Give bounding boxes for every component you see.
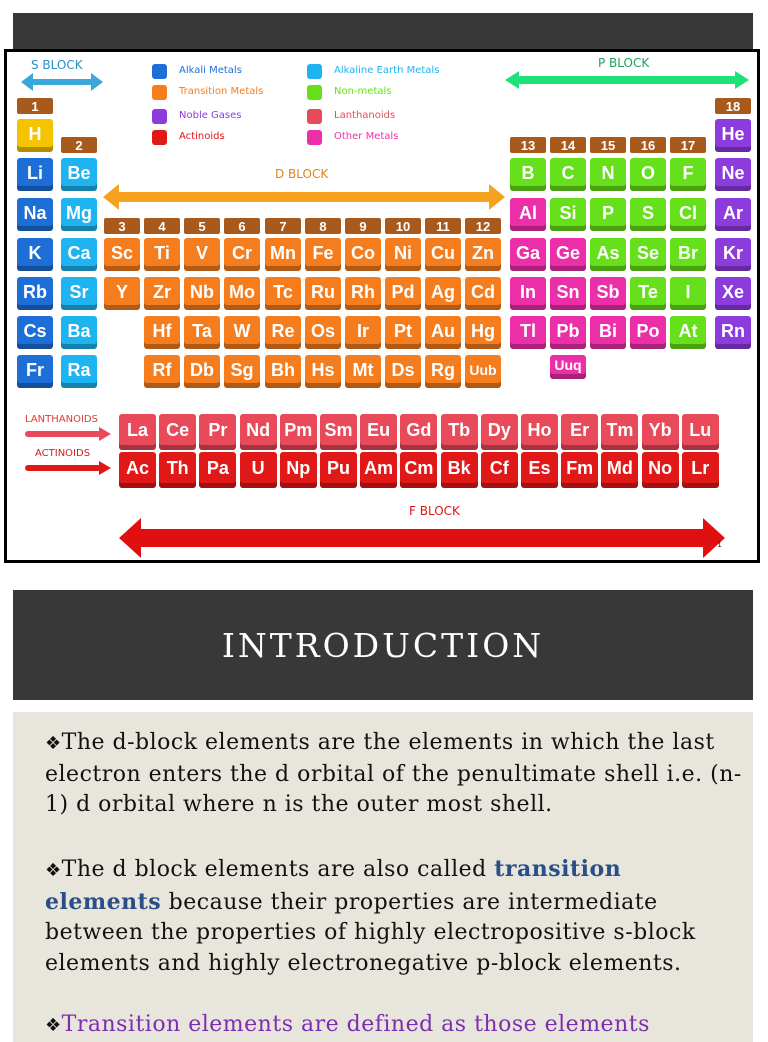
element-ac: Ac bbox=[119, 452, 156, 488]
bullet-1 bbox=[45, 728, 745, 821]
element-w: W bbox=[224, 316, 260, 349]
element-rb: Rb bbox=[17, 277, 53, 310]
element-te: Te bbox=[630, 277, 666, 310]
element-pu: Pu bbox=[320, 452, 357, 488]
legend-swatch bbox=[152, 130, 167, 145]
element-hg: Hg bbox=[465, 316, 501, 349]
bullet-2 bbox=[45, 854, 745, 979]
element-ca: Ca bbox=[61, 238, 97, 271]
legend-swatch bbox=[307, 130, 322, 145]
group-number-17: 17 bbox=[670, 137, 706, 153]
group-number-15: 15 bbox=[590, 137, 626, 153]
element-ra: Ra bbox=[61, 355, 97, 388]
bullet-text-pre: The d block elements are also called bbox=[61, 857, 495, 882]
legend-label: Lanthanoids bbox=[334, 110, 396, 121]
legend-swatch bbox=[307, 85, 322, 100]
highlight-term: transition elements bbox=[45, 856, 622, 915]
element-ti: Ti bbox=[144, 238, 180, 271]
group-number-9: 9 bbox=[345, 218, 381, 234]
element-ds: Ds bbox=[385, 355, 421, 388]
element-ga: Ga bbox=[510, 238, 546, 271]
group-number-6: 6 bbox=[224, 218, 260, 234]
element-nd: Nd bbox=[240, 414, 277, 450]
section-title: INTRODUCTION bbox=[221, 625, 545, 665]
element-rf: Rf bbox=[144, 355, 180, 388]
element-rg: Rg bbox=[425, 355, 461, 388]
bullet-3 bbox=[45, 1010, 745, 1042]
element-pr: Pr bbox=[199, 414, 236, 450]
legend-swatch bbox=[307, 109, 322, 124]
d-block-label: D BLOCK bbox=[275, 167, 329, 181]
group-number-3: 3 bbox=[104, 218, 140, 234]
element-pt: Pt bbox=[385, 316, 421, 349]
element-be: Be bbox=[61, 158, 97, 191]
element-db: Db bbox=[184, 355, 220, 388]
element-mg: Mg bbox=[61, 198, 97, 231]
bullet-text-post: because their properties are intermediate between the properties of highly electropositive s-block elements and highly electronegative p-block elements. bbox=[45, 889, 696, 976]
element-sc: Sc bbox=[104, 238, 140, 271]
group-number-8: 8 bbox=[305, 218, 341, 234]
legend-label: Actinoids bbox=[179, 131, 225, 142]
element-at: At bbox=[670, 316, 706, 349]
element-re: Re bbox=[265, 316, 301, 349]
element-zr: Zr bbox=[144, 277, 180, 310]
element-os: Os bbox=[305, 316, 341, 349]
element-bi: Bi bbox=[590, 316, 626, 349]
element-yb: Yb bbox=[642, 414, 679, 450]
element-fr: Fr bbox=[17, 355, 53, 388]
group-number-14: 14 bbox=[550, 137, 586, 153]
section-header bbox=[13, 590, 753, 700]
element-al: Al bbox=[510, 198, 546, 231]
element-po: Po bbox=[630, 316, 666, 349]
element-sb: Sb bbox=[590, 277, 626, 310]
group-number-11: 11 bbox=[425, 218, 461, 234]
element-np: Np bbox=[280, 452, 317, 488]
legend-swatch bbox=[307, 64, 322, 79]
element-zn: Zn bbox=[465, 238, 501, 271]
element-pa: Pa bbox=[199, 452, 236, 488]
slide-number: 1 bbox=[717, 540, 723, 549]
element-gd: Gd bbox=[400, 414, 437, 450]
element-ir: Ir bbox=[345, 316, 381, 349]
element-u: U bbox=[240, 452, 277, 488]
element-la: La bbox=[119, 414, 156, 450]
element-tc: Tc bbox=[265, 277, 301, 310]
element-br: Br bbox=[670, 238, 706, 271]
element-bh: Bh bbox=[265, 355, 301, 388]
element-se: Se bbox=[630, 238, 666, 271]
element-cu: Cu bbox=[425, 238, 461, 271]
element-rn: Rn bbox=[715, 316, 751, 349]
element-ho: Ho bbox=[521, 414, 558, 450]
element-xe: Xe bbox=[715, 277, 751, 310]
element-ba: Ba bbox=[61, 316, 97, 349]
element-si: Si bbox=[550, 198, 586, 231]
element-uub: Uub bbox=[465, 355, 501, 388]
element-n: N bbox=[590, 158, 626, 191]
top-banner bbox=[13, 13, 753, 49]
element-as: As bbox=[590, 238, 626, 271]
element-pd: Pd bbox=[385, 277, 421, 310]
f-block-label: F BLOCK bbox=[409, 504, 460, 518]
element-md: Md bbox=[601, 452, 638, 488]
legend-swatch bbox=[152, 85, 167, 100]
legend-swatch bbox=[152, 64, 167, 79]
element-he: He bbox=[715, 119, 751, 152]
element-lu: Lu bbox=[682, 414, 719, 450]
bullet-marker-icon: ❖ bbox=[45, 733, 62, 754]
lanthanoids-label: LANTHANOIDS bbox=[25, 414, 98, 425]
legend-swatch bbox=[152, 109, 167, 124]
element-lr: Lr bbox=[682, 452, 719, 488]
bullet-text: The d-block elements are the elements in which the last electron enters the d orbital of the penultimate shell i.e. (n-1) d orbital where n is the outer most shell. bbox=[45, 730, 742, 817]
element-ne: Ne bbox=[715, 158, 751, 191]
element-ru: Ru bbox=[305, 277, 341, 310]
element-y: Y bbox=[104, 277, 140, 310]
element-cm: Cm bbox=[400, 452, 437, 488]
group-number-7: 7 bbox=[265, 218, 301, 234]
element-fm: Fm bbox=[561, 452, 598, 488]
element-f: F bbox=[670, 158, 706, 191]
bullet-text: Transition elements are defined as those elements bbox=[61, 1012, 650, 1037]
element-in: In bbox=[510, 277, 546, 310]
bullet-marker-icon: ❖ bbox=[45, 1015, 62, 1036]
element-k: K bbox=[17, 238, 53, 271]
group-number-5: 5 bbox=[184, 218, 220, 234]
element-cs: Cs bbox=[17, 316, 53, 349]
element-pb: Pb bbox=[550, 316, 586, 349]
s-block-label: S BLOCK bbox=[31, 58, 83, 72]
element-sm: Sm bbox=[320, 414, 357, 450]
element-co: Co bbox=[345, 238, 381, 271]
element-na: Na bbox=[17, 198, 53, 231]
periodic-table-slide bbox=[4, 49, 760, 563]
element-sn: Sn bbox=[550, 277, 586, 310]
element-ce: Ce bbox=[159, 414, 196, 450]
element-tl: Tl bbox=[510, 316, 546, 349]
element-li: Li bbox=[17, 158, 53, 191]
group-number-2: 2 bbox=[61, 137, 97, 153]
element-i: I bbox=[670, 277, 706, 310]
element-p: P bbox=[590, 198, 626, 231]
element-cr: Cr bbox=[224, 238, 260, 271]
element-c: C bbox=[550, 158, 586, 191]
element-eu: Eu bbox=[360, 414, 397, 450]
element-dy: Dy bbox=[481, 414, 518, 450]
element-b: B bbox=[510, 158, 546, 191]
element-sr: Sr bbox=[61, 277, 97, 310]
group-number-10: 10 bbox=[385, 218, 421, 234]
p-block-label: P BLOCK bbox=[598, 56, 650, 70]
element-cf: Cf bbox=[481, 452, 518, 488]
legend-label: Transition Metals bbox=[179, 86, 264, 97]
group-number-18: 18 bbox=[715, 98, 751, 114]
legend-label: Alkali Metals bbox=[179, 65, 242, 76]
group-number-16: 16 bbox=[630, 137, 666, 153]
group-number-13: 13 bbox=[510, 137, 546, 153]
group-number-1: 1 bbox=[17, 98, 53, 114]
actinoids-label: ACTINOIDS bbox=[35, 448, 91, 459]
element-rh: Rh bbox=[345, 277, 381, 310]
element-fe: Fe bbox=[305, 238, 341, 271]
element-mo: Mo bbox=[224, 277, 260, 310]
element-ta: Ta bbox=[184, 316, 220, 349]
bullet-marker-icon: ❖ bbox=[45, 860, 62, 881]
element-cd: Cd bbox=[465, 277, 501, 310]
element-am: Am bbox=[360, 452, 397, 488]
element-mt: Mt bbox=[345, 355, 381, 388]
element-ar: Ar bbox=[715, 198, 751, 231]
legend-label: Non-metals bbox=[334, 86, 392, 97]
element-ni: Ni bbox=[385, 238, 421, 271]
content-panel bbox=[13, 712, 753, 1042]
element-no: No bbox=[642, 452, 679, 488]
group-number-4: 4 bbox=[144, 218, 180, 234]
element-tm: Tm bbox=[601, 414, 638, 450]
legend-label: Noble Gases bbox=[179, 110, 242, 121]
element-au: Au bbox=[425, 316, 461, 349]
element-sg: Sg bbox=[224, 355, 260, 388]
element-bk: Bk bbox=[441, 452, 478, 488]
element-th: Th bbox=[159, 452, 196, 488]
element-hs: Hs bbox=[305, 355, 341, 388]
element-nb: Nb bbox=[184, 277, 220, 310]
legend-label: Alkaline Earth Metals bbox=[334, 65, 440, 76]
element-s: S bbox=[630, 198, 666, 231]
legend-label: Other Metals bbox=[334, 131, 399, 142]
element-cl: Cl bbox=[670, 198, 706, 231]
element-er: Er bbox=[561, 414, 598, 450]
element-ge: Ge bbox=[550, 238, 586, 271]
element-o: O bbox=[630, 158, 666, 191]
element-h: H bbox=[17, 119, 53, 152]
element-kr: Kr bbox=[715, 238, 751, 271]
element-v: V bbox=[184, 238, 220, 271]
element-mn: Mn bbox=[265, 238, 301, 271]
element-uuq: Uuq bbox=[550, 355, 586, 379]
element-es: Es bbox=[521, 452, 558, 488]
group-number-12: 12 bbox=[465, 218, 501, 234]
element-ag: Ag bbox=[425, 277, 461, 310]
element-pm: Pm bbox=[280, 414, 317, 450]
element-hf: Hf bbox=[144, 316, 180, 349]
element-tb: Tb bbox=[441, 414, 478, 450]
